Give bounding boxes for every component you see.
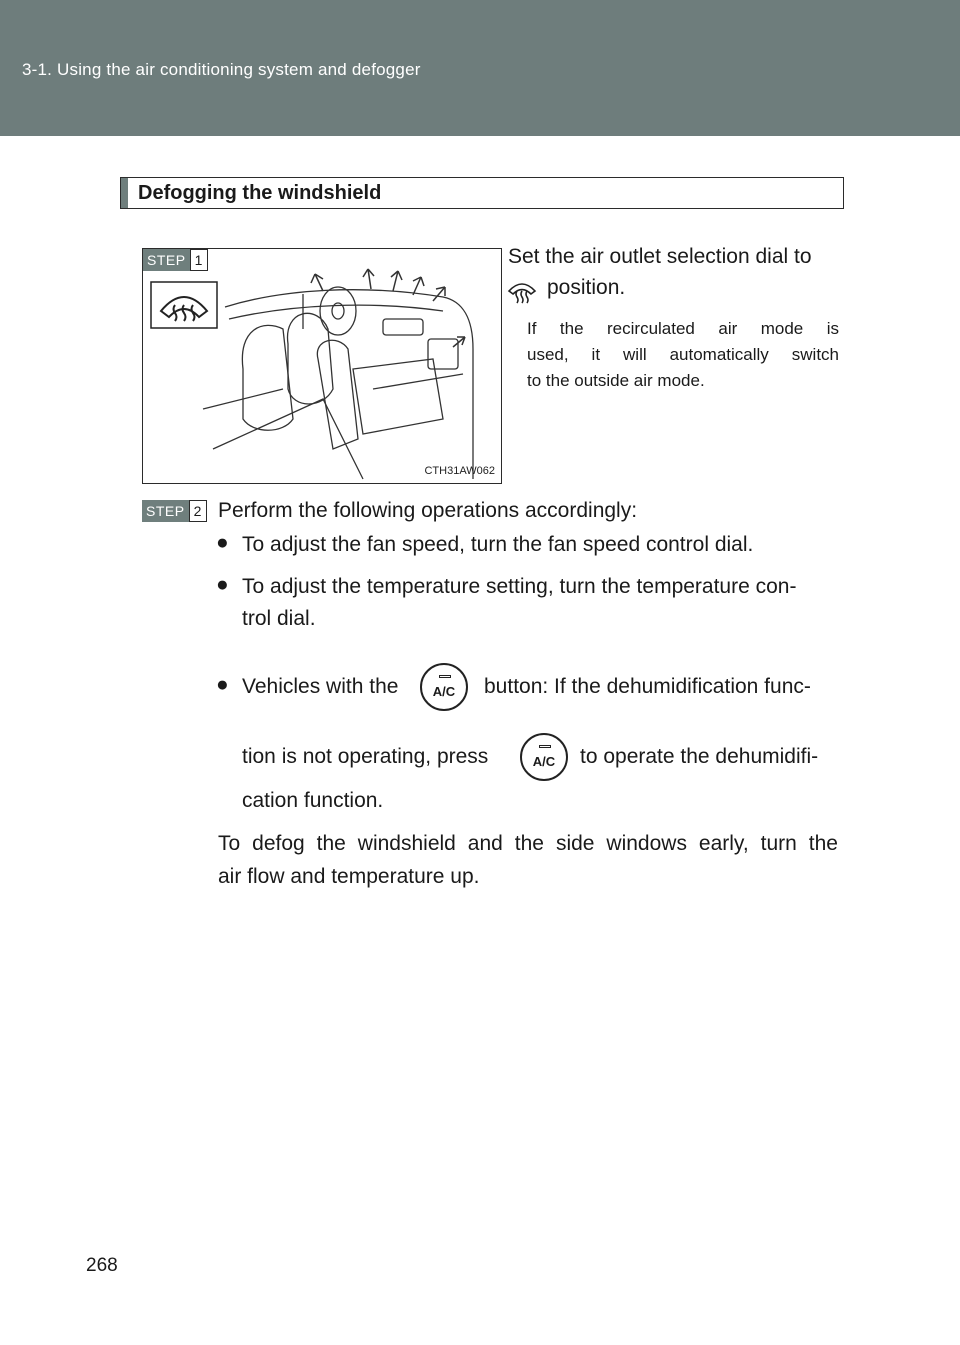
bullet-3-marker: ●: [216, 673, 229, 696]
step1-note-line2: used, it will automatically switch: [527, 345, 839, 364]
bullet-1-marker: ●: [216, 531, 229, 554]
bullet-3-line3: cation function.: [242, 789, 384, 812]
bullet-3-line2-a: tion is not operating, press: [242, 745, 489, 768]
tip-line2: air flow and temperature up.: [218, 865, 480, 888]
bullet-2-line1: To adjust the temperature setting, turn the temperature con-: [242, 575, 797, 598]
step2-badge-number: 2: [189, 500, 207, 522]
chapter-title: 3-1. Using the air conditioning system and defogger: [22, 60, 421, 79]
step2-badge-label: STEP: [142, 500, 189, 522]
section-title: Defogging the windshield: [138, 182, 382, 204]
illustration-code: CTH31AW062: [424, 465, 495, 477]
step1-badge-number: 1: [190, 249, 208, 271]
bullet-3-line2-b: to operate the dehumidifi-: [580, 745, 819, 768]
ac-button-icon: [520, 733, 568, 781]
step1-note-line3: to the outside air mode.: [527, 371, 705, 390]
step2-intro: Perform the following operations accordingly:: [218, 499, 638, 522]
section-heading-box: [120, 177, 844, 209]
tip-line1: To defog the windshield and the side windows early, turn the: [218, 832, 838, 855]
ac-button-label: A/C: [432, 684, 456, 699]
bullet-3-line1-a: Vehicles with the: [242, 675, 399, 698]
ac-button-indicator: [539, 745, 551, 748]
car-interior-illustration: [142, 248, 502, 484]
bullet-2-line2: trol dial.: [242, 607, 316, 630]
ac-button-icon: [420, 663, 468, 711]
bullet-1-text: To adjust the fan speed, turn the fan speed control dial.: [242, 533, 754, 556]
step2-badge: [142, 500, 207, 522]
interior-drawing: [143, 249, 503, 485]
section-heading-bar: [121, 178, 128, 208]
defogger-mode-icon: [506, 279, 538, 305]
ac-button-label: A/C: [532, 754, 556, 769]
bullet-2-marker: ●: [216, 573, 229, 596]
step1-instruction-line1: Set the air outlet selection dial to: [508, 245, 812, 268]
page-number: 268: [86, 1255, 118, 1276]
step1-note-line1: If the recirculated air mode is: [527, 319, 839, 338]
windshield-defogger-icon: [151, 282, 217, 328]
step1-badge-label: STEP: [143, 249, 190, 271]
step1-instruction-line2: position.: [547, 276, 626, 299]
bullet-3-line1-b: button: If the dehumidification func-: [484, 675, 811, 698]
page-header: [0, 0, 960, 136]
ac-button-indicator: [439, 675, 451, 678]
